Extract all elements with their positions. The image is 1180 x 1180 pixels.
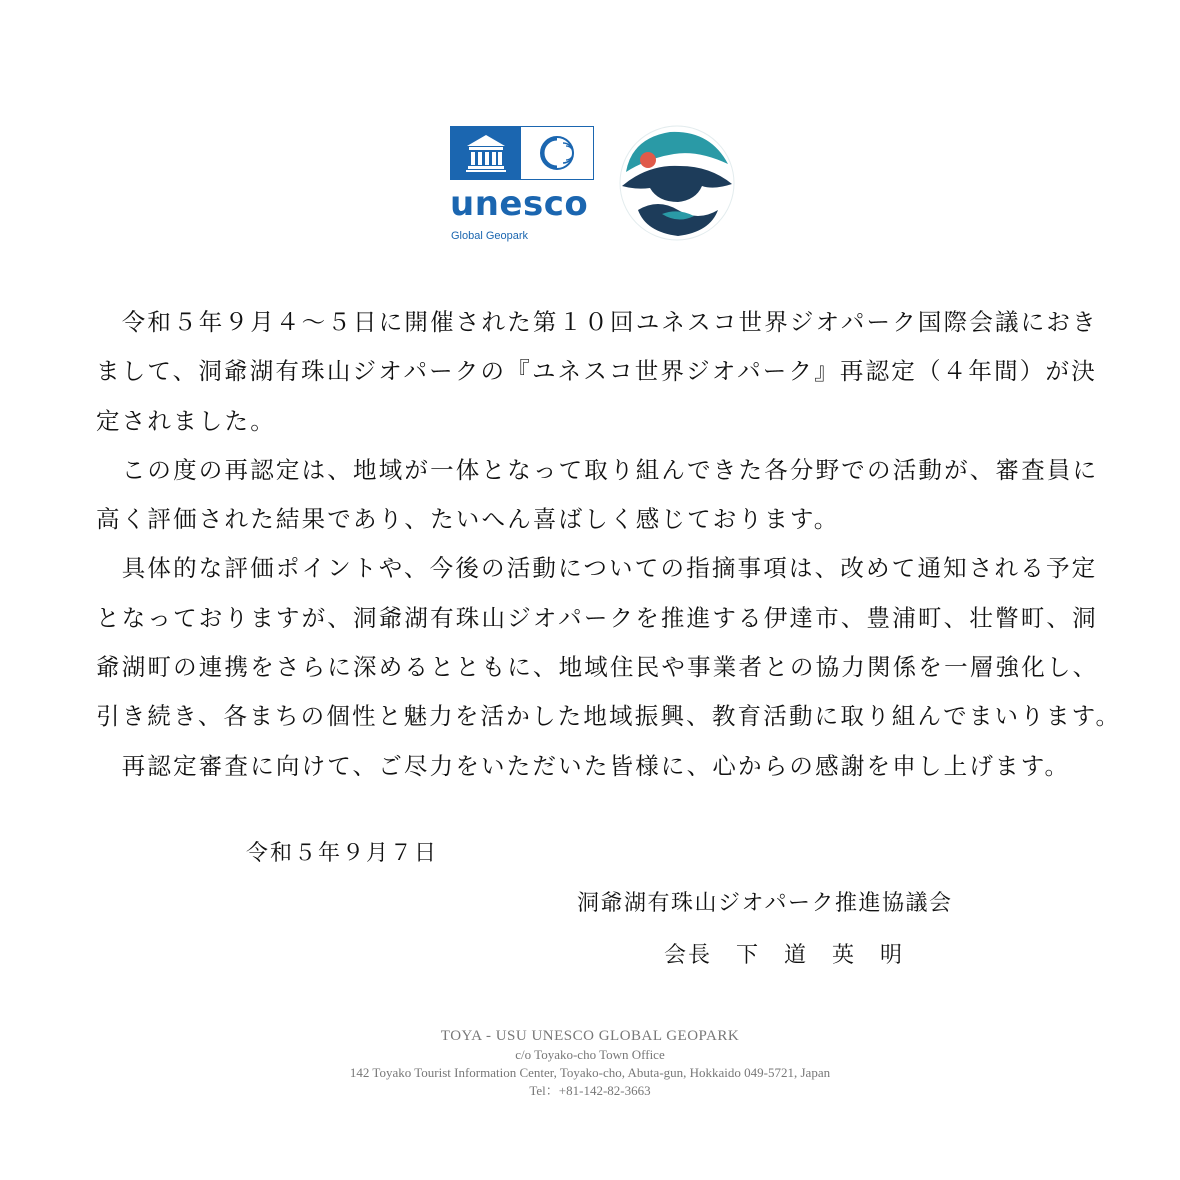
organization-name: 洞爺湖有珠山ジオパーク推進協議会 [577,891,953,916]
body-line: まして、洞爺湖有珠山ジオパークの『ユネスコ世界ジオパーク』再認定（４年間）が決 [96,357,1097,386]
body-line: 高く評価された結果であり、たいへん喜ばしく感じております。 [96,505,840,534]
global-geopark-label: Global Geopark [451,230,529,242]
footer-care-of: c/o Toyako-cho Town Office [515,1047,665,1062]
document-date: 令和５年９月７日 [246,841,439,866]
body-line: この度の再認定は、地域が一体となって取り組んできた各分野での活動が、審査員に [96,455,1099,484]
footer-address: 142 Toyako Tourist Information Center, Toyako-cho, Abuta-gun, Hokkaido 049-5721, Japan [349,1065,831,1080]
body-line: 定されました。 [96,406,276,435]
body-line: 令和５年９月４～５日に開催された第１０回ユネスコ世界ジオパーク国際会議におき [96,308,1098,336]
footer-tel: Tel：+81-142-82-3663 [529,1083,651,1098]
unesco-temple-icon [451,127,521,179]
body-line: 引き続き、各まちの個性と魅力を活かした地域振興、教育活動に取り組んでまいります。 [96,702,1122,731]
footer [0,1026,1180,1100]
chair-name: 会長 下 道 英 明 [664,943,905,968]
footer-title: TOYA - USU UNESCO GLOBAL GEOPARK [440,1028,740,1044]
unesco-global-geopark-logo [450,126,600,242]
unesco-globe-icon [521,127,593,179]
unesco-wordmark: unesco [450,184,589,224]
toya-usu-geopark-logo [618,124,736,242]
announcement-body [96,298,1122,791]
unesco-emblem [450,126,594,180]
body-line: となっておりますが、洞爺湖有珠山ジオパークを推進する伊達市、豊浦町、壮瞥町、洞 [96,603,1098,632]
body-line: 再認定審査に向けて、ご尽力をいただいた皆様に、心からの感謝を申し上げます。 [96,751,1071,780]
logo-header [0,118,1180,248]
body-line: 具体的な評価ポイントや、今後の活動についての指摘事項は、改めて通知される予定 [96,554,1098,583]
body-line: 爺湖町の連携をさらに深めるとともに、地域住民や事業者との協力関係を一層強化し、 [96,653,1099,682]
